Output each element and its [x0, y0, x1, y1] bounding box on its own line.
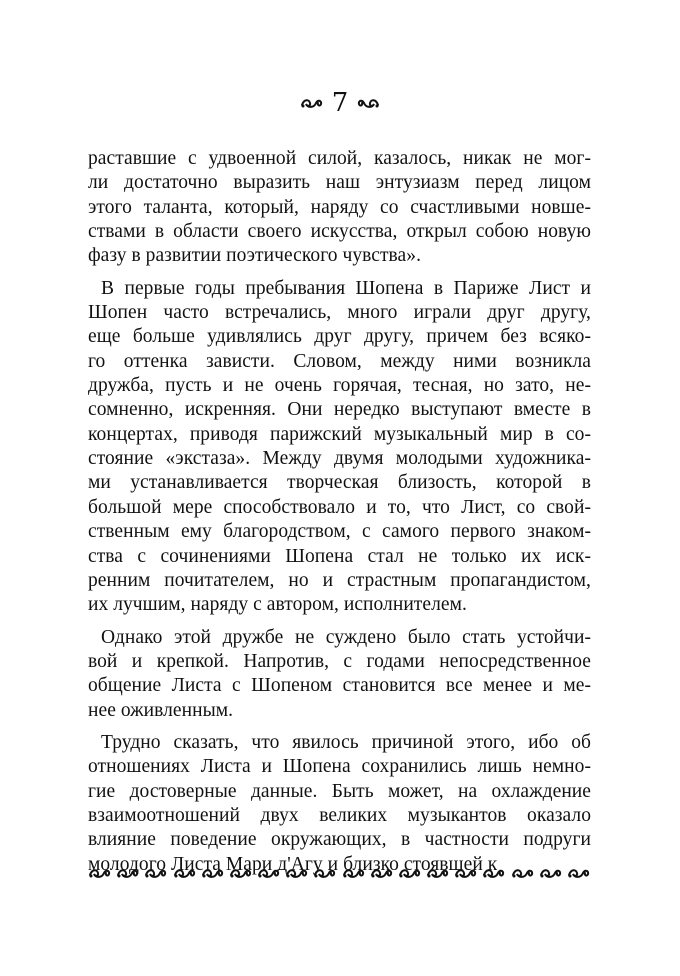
text-line: их лучшим, наряду с автором, исполнителем.: [88, 594, 467, 616]
text-line: влияние поведение окружающих, в частности подруги: [88, 829, 591, 851]
scroll-flourish-icon: [300, 96, 324, 110]
scroll-border-icon: [370, 866, 394, 880]
text-line: ствами в области своего искусства, открыл собою новую: [88, 221, 591, 243]
paragraph: [88, 626, 591, 723]
scroll-border-icon: [398, 866, 422, 880]
text-line: нее оживленным.: [88, 699, 234, 721]
text-line: Шопен часто встречались, много играли друг другу,: [88, 302, 591, 324]
body-text: [88, 147, 591, 877]
text-line: Однако этой дружбе не суждено было стать устойчи-: [101, 626, 591, 648]
paragraph: [88, 731, 591, 877]
text-line: вой и крепкой. Напротив, с годами непосредственное: [88, 650, 591, 672]
scroll-border-icon: [257, 866, 281, 880]
text-line: стояние «экстаза». Между двумя молодыми художника-: [88, 448, 591, 470]
paragraph: [88, 277, 591, 618]
scroll-border-icon: [229, 866, 253, 880]
text-line: го оттенка зависти. Словом, между ними возникла: [88, 350, 591, 372]
text-line: ственным ему благородством, с самого первого знаком-: [88, 521, 591, 543]
text-line: сомненно, искренняя. Они нередко выступают вместе в: [88, 399, 591, 421]
text-line: дружба, пусть и не очень горячая, тесная, но зато, не-: [88, 375, 591, 397]
ornamental-border: [88, 862, 591, 884]
text-line: ства с сочинениями Шопена стал не только их иск-: [88, 545, 591, 567]
text-line: гие достоверные данные. Быть может, на охлаждение: [88, 780, 591, 802]
text-line: концертах, приводя парижский музыкальный мир в со-: [88, 423, 591, 445]
scroll-border-icon: [201, 866, 225, 880]
text-line: общение Листа с Шопеном становится все менее и ме-: [88, 675, 591, 697]
scroll-border-icon: [426, 866, 450, 880]
scroll-border-icon: [454, 866, 478, 880]
text-line: раставшие с удвоенной силой, казалось, никак не мог-: [88, 148, 591, 169]
text-line: отношениях Листа и Шопена сохранились лишь немно-: [88, 756, 591, 778]
text-line: молодого Листа Мари д'Агу и близко стоявшей к: [88, 853, 498, 875]
text-line: ли достаточно выразить наш энтузиазм перед лицом: [88, 172, 591, 194]
text-line: фазу в развитии поэтического чувства».: [88, 245, 421, 267]
text-line: В первые годы пребывания Шопена в Париже Лист и: [101, 277, 591, 299]
text-line: этого таланта, который, наряду со счастливыми новше-: [88, 196, 591, 218]
scroll-border-icon: [511, 866, 535, 880]
scroll-border-icon: [567, 866, 591, 880]
scroll-border-icon: [539, 866, 563, 880]
text-line: большой мере способствовало и то, что Лист, со свой-: [88, 496, 591, 518]
scroll-border-icon: [285, 866, 309, 880]
page-number: 7: [331, 88, 349, 118]
scroll-border-icon: [342, 866, 366, 880]
scroll-border-icon: [482, 866, 506, 880]
scroll-border-icon: [313, 866, 337, 880]
text-line: ренним почитателем, но и страстным пропагандистом,: [88, 569, 591, 591]
scroll-border-icon: [88, 866, 112, 880]
page-header: [0, 86, 680, 120]
scroll-flourish-icon: [356, 96, 380, 110]
scroll-border-icon: [116, 866, 140, 880]
text-line: взаимоотношений двух великих музыкантов оказало: [88, 804, 591, 826]
scroll-border-icon: [144, 866, 168, 880]
text-line: ми устанавливается творческая близость, которой в: [88, 472, 591, 494]
paragraph: [88, 147, 591, 269]
scroll-border-icon: [173, 866, 197, 880]
text-line: Трудно сказать, что явилось причиной этого, ибо об: [101, 731, 591, 753]
text-line: еще больше удивлялись друг другу, причем без всяко-: [88, 326, 591, 348]
